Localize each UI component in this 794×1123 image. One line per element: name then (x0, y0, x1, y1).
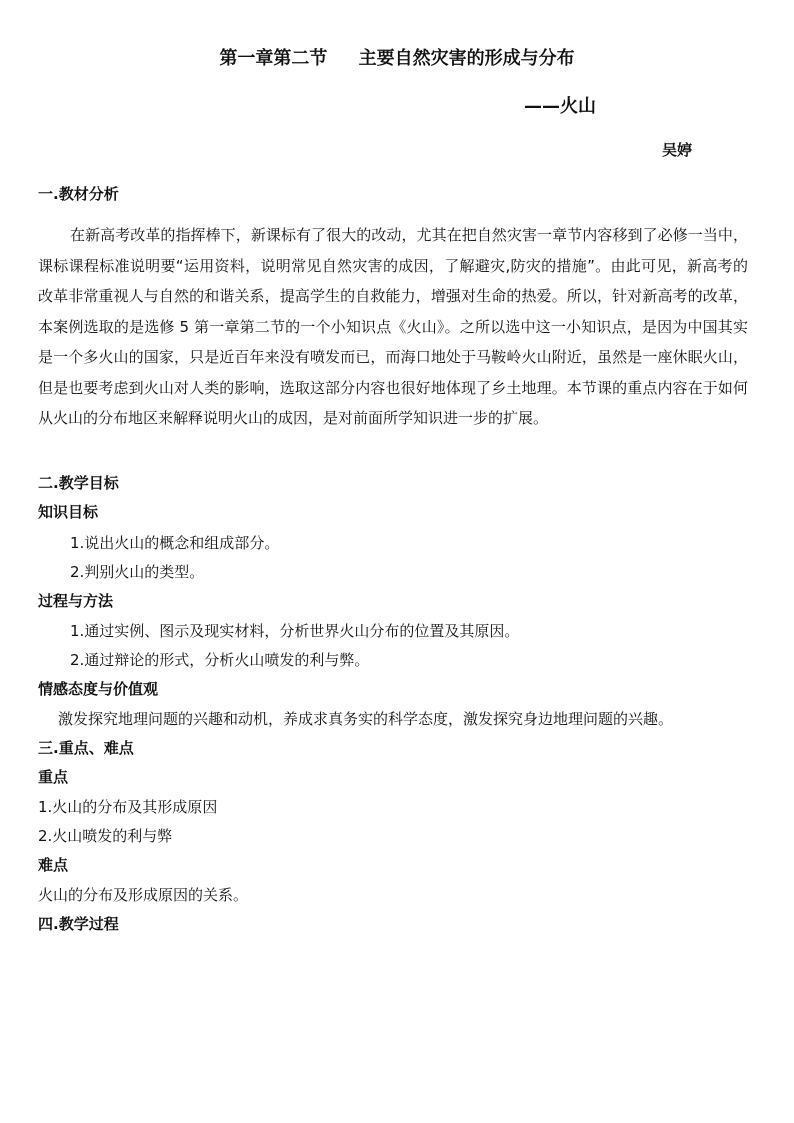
difficult-point-text: 火山的分布及形成原因的关系。 (38, 886, 249, 904)
key-point-item-2: 2.火山喷发的利与弊 (38, 827, 173, 845)
emotion-values-text: 激发探究地理问题的兴趣和动机，养成求真务实的科学态度，激发探究身边地理问题的兴趣。 (58, 710, 674, 728)
process-method-item-2: 2.通过辩论的形式，分析火山喷发的利与弊。 (70, 651, 370, 669)
subheading-process-methods: 过程与方法 (38, 592, 114, 610)
process-method-item-1: 1.通过实例、图示及现实材料，分析世界火山分布的位置及其原因。 (70, 622, 520, 640)
section-heading-teaching-objectives: 二.教学目标 (38, 474, 119, 492)
section-heading-key-difficult-points: 三.重点、难点 (38, 739, 134, 757)
subheading-key-points: 重点 (38, 768, 69, 786)
key-point-item-1: 1.火山的分布及其形成原因 (38, 798, 218, 816)
author-name: 吴婷 (662, 141, 693, 159)
subheading-emotion-values: 情感态度与价值观 (38, 680, 159, 698)
knowledge-objective-item-2: 2.判别火山的类型。 (70, 563, 205, 581)
section-heading-teaching-process: 四.教学过程 (38, 915, 119, 933)
document-title: 第一章第二节 主要自然灾害的形成与分布 (219, 48, 575, 69)
document-subtitle: ——火山 (524, 96, 596, 117)
section-heading-textbook-analysis: 一.教材分析 (38, 185, 119, 203)
subheading-difficult-points: 难点 (38, 856, 69, 874)
knowledge-objective-item-1: 1.说出火山的概念和组成部分。 (70, 534, 280, 552)
textbook-analysis-paragraph: 在新高考改革的指挥棒下，新课标有了很大的改动，尤其在把自然灾害一章节内容移到了必修一当中，课标课程标准说明要“运用资料，说明常见自然灾害的成因，了解避灾,防灾的措施”。由此可见，新高考的改革非常重视人与自然的和谐关系，提高学生的自救能力，增强对生命的热爱。所以，针对新高考的改革，本案例选取的是选修 5 第一章第二节的一个小知识点《火山》。之所以选中这一小知识点，是因为中国其实是一个多火山的国家，只是近百年来没有喷发而已，而海口地处于马鞍岭火山附近，虽然是一座休眠火山，但是也要考虑到火山对人类的影响，选取这部分内容也很好地体现了乡土地理。本节课的重点内容在于如何从火山的分布地区来解释说明火山的成因，是对前面所学知识进一步的扩展。 (38, 226, 748, 427)
subheading-knowledge-objectives: 知识目标 (38, 503, 99, 521)
